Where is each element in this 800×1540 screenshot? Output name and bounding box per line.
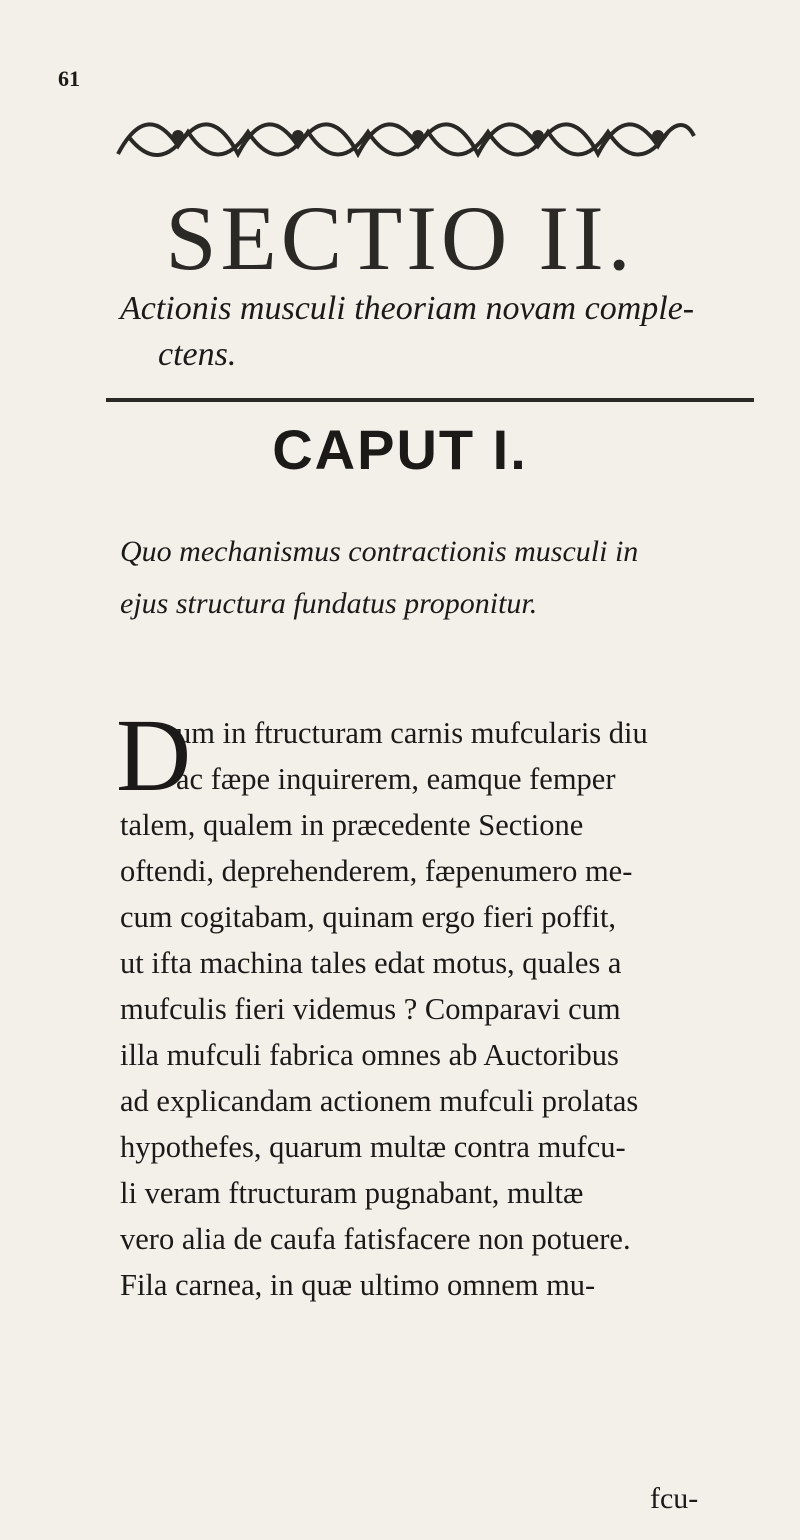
section-subtitle-line-1: Actionis musculi theoriam novam comple- <box>120 290 695 327</box>
section-title: SECTIO II. <box>165 187 635 289</box>
chapter-subtitle <box>120 526 760 630</box>
decorative-ornament-band <box>108 106 698 168</box>
body-line: um in ftructuram carnis mufcularis diu <box>176 716 648 750</box>
page-number: 61 <box>58 66 80 91</box>
body-line: talem, qualem in præcedente Sectione <box>120 808 584 842</box>
chapter-title: CAPUT I. <box>272 418 528 481</box>
body-paragraph <box>120 710 760 1308</box>
chapter-subtitle-line-1: Quo mechanismus contractionis musculi in <box>120 535 639 568</box>
body-line: li veram ftructuram pugnabant, multæ <box>120 1176 584 1210</box>
chapter-subtitle-line-2: ejus structura fundatus proponitur. <box>120 587 538 620</box>
body-line: oftendi, deprehenderem, fæpenumero me- <box>120 854 633 888</box>
body-line: ut ifta machina tales edat motus, quales a <box>120 946 622 980</box>
horizontal-rule <box>106 398 754 402</box>
drop-cap-initial: D <box>116 698 192 813</box>
body-line: cum cogitabam, quinam ergo fieri poffit, <box>120 900 617 934</box>
body-line: Fila carnea, in quæ ultimo omnem mu- <box>120 1268 596 1302</box>
body-line: mufculis fieri videmus ? Comparavi cum <box>120 992 621 1026</box>
section-subtitle <box>120 286 720 378</box>
body-line: vero alia de caufa fatisfacere non potuere. <box>120 1222 631 1256</box>
body-line: illa mufculi fabrica omnes ab Auctoribus <box>120 1038 619 1072</box>
catchword: fcu- <box>650 1482 699 1515</box>
section-subtitle-line-2: ctens. <box>158 336 237 373</box>
body-line: ad explicandam actionem mufculi prolatas <box>120 1084 639 1118</box>
body-line: ac fæpe inquirerem, eamque femper <box>176 762 616 796</box>
body-line: hypothefes, quarum multæ contra mufcu- <box>120 1130 626 1164</box>
